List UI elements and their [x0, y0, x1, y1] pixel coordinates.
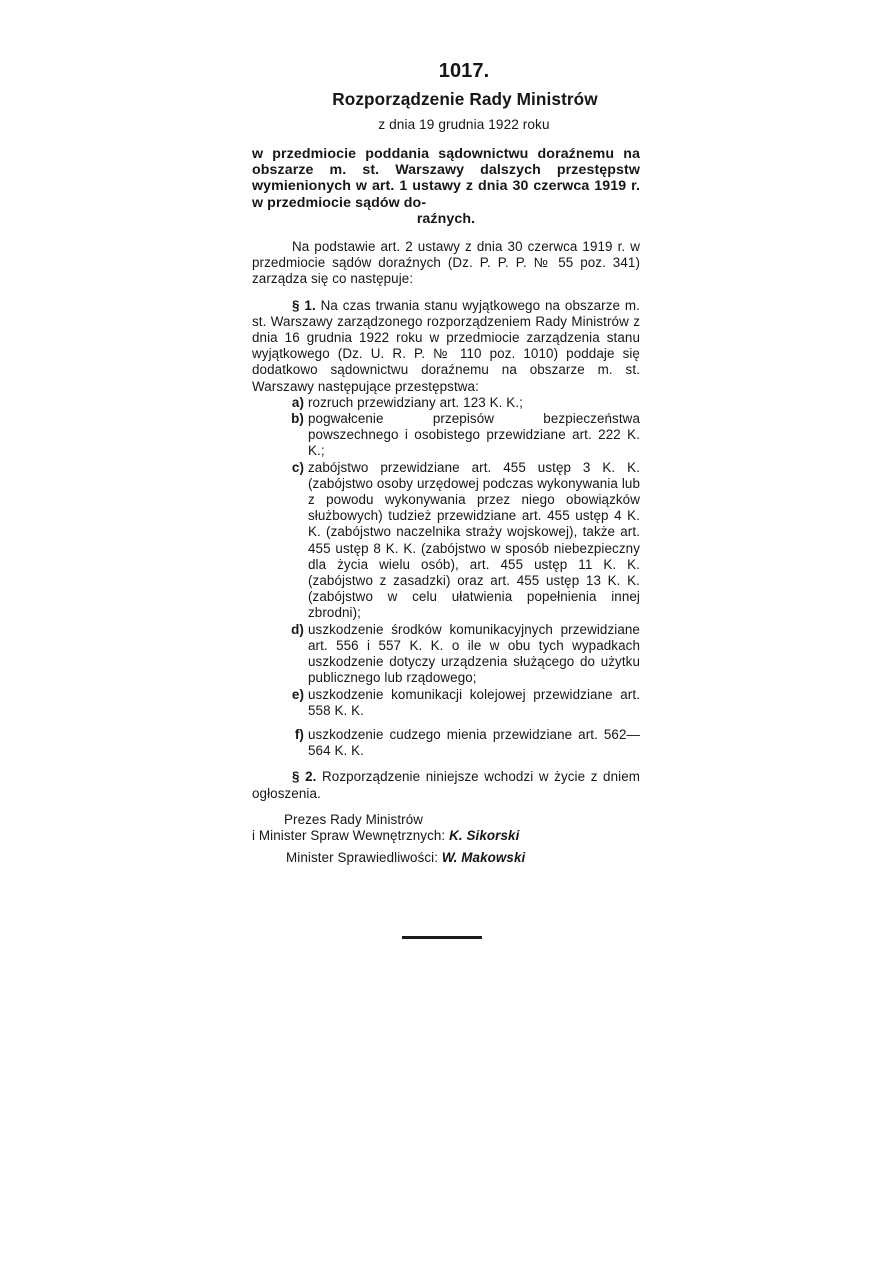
list-item [252, 622, 640, 687]
list-item-label: b) [291, 411, 304, 427]
signature-role: Minister Sprawiedliwości: [286, 850, 442, 866]
document-date: z dnia 19 grudnia 1922 roku [378, 117, 550, 132]
signature-role: i Minister Spraw Wewnętrznych: [252, 827, 450, 843]
closing-rule [402, 936, 482, 939]
list-item-label: d) [291, 621, 304, 637]
list-item-label: f) [294, 726, 304, 742]
signature-minister-justice [252, 850, 640, 866]
section-2 [252, 769, 640, 801]
section-2-text: Rozporządzenie niniejsze wchodzi w życie z dniem ogłoszenia. [252, 769, 640, 801]
list-item-text: rozruch przewidziany art. 123 K. K.; [308, 394, 523, 410]
document-subject-end: raźnych. [416, 210, 476, 227]
document-subject: w przedmiocie poddania sądownictwu doraźnemu na obszarze m. st. Warszawy dalszych przestępstw wymienionych w art. 1 ustawy z dnia 30 czerwca 1919 r. w przedmiocie sądów do- [252, 146, 640, 211]
list-item-label: e) [291, 686, 304, 702]
signature-name: W. Makowski [441, 850, 526, 866]
list-item [252, 460, 640, 622]
list-item-text: uszkodzenie cudzego mienia przewidziane art. 562—564 K. K. [308, 726, 640, 759]
list-item-text: zabójstwo przewidziane art. 455 ustęp 3 K. K. (zabójstwo osoby urzędowej podczas wykonywania lub z powodu wykonywania przez niego obowiązków służbowych) tudzież przewidziane art. 455 ustęp 4 K. K. (zabójstwo naczelnika straży wojskowej), także art. 455 ustęp 8 K. K. (zabójstwo w sposób niebezpieczny dla życia wielu osób), art. 455 ustęp 11 K. K. (zabójstwo z zasadzki) oraz art. 455 ustęp 13 K. K. (zabójstwo w celu ułatwienia popełnienia innej zbrodni); [308, 459, 640, 621]
list-item-label: c) [291, 459, 304, 475]
offense-list [252, 395, 640, 759]
section-1-label: § 1. [292, 297, 316, 313]
document-title: Rozporządzenie Rady Ministrów [332, 89, 598, 109]
document-column [252, 58, 640, 866]
section-1 [252, 298, 640, 395]
list-item-text: uszkodzenie środków komunikacyjnych przewidziane art. 556 i 557 K. K. o ile w obu tych wypadkach uszkodzenie dotyczy urządzenia służącego do użytku publicznego lub rządowego; [308, 621, 640, 686]
list-item [252, 727, 640, 759]
signature-minister-interior [252, 828, 640, 844]
document-number: 1017. [438, 60, 490, 82]
list-item-text: uszkodzenie komunikacji kolejowej przewidziane art. 558 K. K. [308, 686, 640, 718]
section-1-text: Na czas trwania stanu wyjątkowego na obszarze m. st. Warszawy zarządzonego rozporządzeniem Rady Ministrów z dnia 16 grudnia 1922 roku w przedmiocie zarządzenia stanu wyjątkowego (Dz. U. R. P. № 110 poz. 1010) poddaje się dodatkowo sądownictwu doraźnemu na obszarze m. st. Warszawy następujące przestępstwa: [252, 297, 640, 394]
list-item [252, 395, 640, 411]
list-item [252, 687, 640, 719]
section-2-label: § 2. [292, 769, 317, 785]
list-item-label: a) [291, 394, 304, 410]
signature-title: Prezes Rady Ministrów [284, 811, 424, 827]
preamble: Na podstawie art. 2 ustawy z dnia 30 czerwca 1919 r. w przedmiocie sądów doraźnych (Dz. P. P. P. № 55 poz. 341) zarządza się co następuje: [252, 239, 640, 287]
list-item [252, 411, 640, 460]
list-item-text: pogwałcenie przepisów bezpieczeństwa powszechnego i osobistego przewidziane art. 222 K. K.; [308, 411, 640, 459]
signature-name: K. Sikorski [449, 827, 520, 843]
